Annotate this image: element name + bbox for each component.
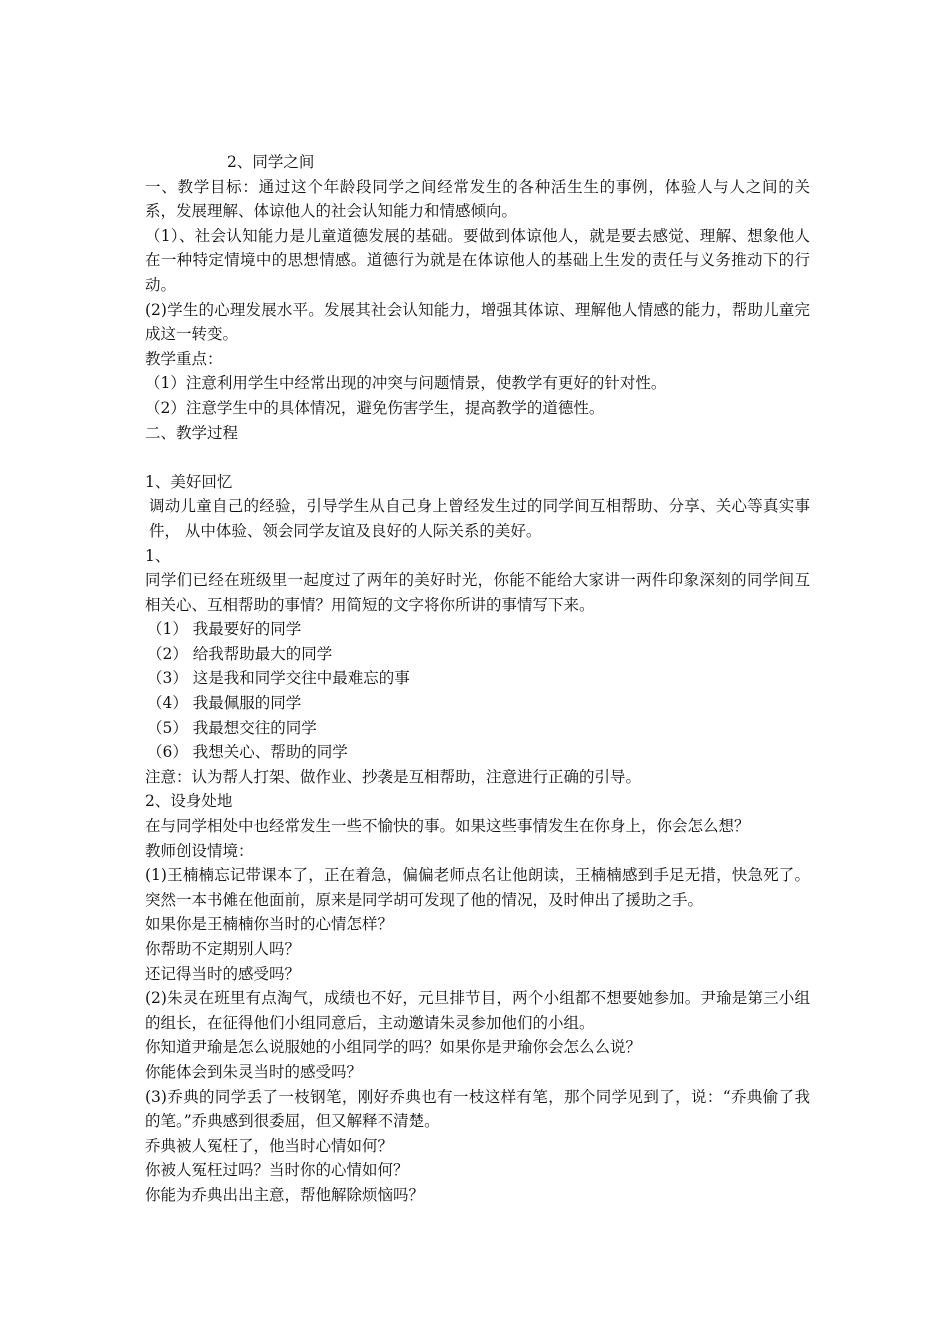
- case-2-text: (2)朱灵在班里有点淘气，成绩也不好，元旦排节目，两个小组都不想要她参加。尹瑜是第三小组的组长，在征得他们小组同意后，主动邀请朱灵参加他们的小组。: [145, 989, 810, 1032]
- focus-point-1: （1）注意利用学生中经常出现的冲突与问题情景，使教学有更好的针对性。: [145, 374, 667, 393]
- section1-intro: 调动儿童自己的经验，引导学生从自己身上曾经发生过的同学间互相帮助、分享、关心等真实事件， 从中体验、领会同学友谊及良好的人际关系的美好。: [149, 497, 810, 540]
- case-2-question: 你能体会到朱灵当时的感受吗？: [145, 1062, 363, 1081]
- list-item: （5） 我最想交往的同学: [147, 718, 317, 737]
- objective-paragraph: 一、教学目标：通过这个年龄段同学之间经常发生的各种活生生的事例，体验人与人之间的关系，发展理解、体谅他人的社会认知能力和情感倾向。: [145, 177, 810, 221]
- case-3-question: 乔典被人冤枉了，他当时心情如何？: [145, 1136, 394, 1155]
- list-item: （4） 我最佩服的同学: [147, 694, 302, 713]
- list-item: （3） 这是我和同学交往中最难忘的事: [147, 669, 410, 688]
- case-3-question: 你能为乔典出出主意，帮他解除烦恼吗？: [145, 1185, 425, 1204]
- case-3-question: 你被人冤枉过吗？当时你的心情如何？: [145, 1161, 409, 1180]
- objective-point-2: (2)学生的心理发展水平。发展其社会认知能力，增强其体谅、理解他人情感的能力，帮助儿童完成这一转变。: [145, 300, 810, 344]
- objective-point-1: （1）、社会认知能力是儿童道德发展的基础。要做到体谅他人，就是要去感觉、理解、想象他人在一种特定情境中的思想情感。道德行为就是在体谅他人的基础上生发的责任与义务推动下的行动。: [145, 226, 810, 294]
- case-1-question: 如果你是王楠楠你当时的心情怎样？: [145, 915, 394, 934]
- section1-question: 同学们已经在班级里一起度过了两年的美好时光，你能不能给大家讲一两件印象深刻的同学间互相关心、互相帮助的事情？用简短的文字将你所讲的事情写下来。: [145, 571, 810, 614]
- list-item: （6） 我想关心、帮助的同学: [147, 743, 348, 762]
- process-heading: 二、教学过程: [145, 423, 239, 442]
- case-1-text: (1)王楠楠忘记带课本了，正在着急，偏偏老师点名让他朗读，王楠楠感到手足无措，快急死了。突然一本书傩在他面前，原来是同学胡可发现了他的情况，及时伸出了援助之手。: [145, 866, 810, 909]
- case-1-question: 你帮助不定期别人吗？: [145, 940, 301, 958]
- focus-point-2: （2）注意学生中的具体情况，避免伤害学生，提高教学的道德性。: [145, 398, 605, 417]
- section2-heading: 2、设身处地: [145, 792, 233, 811]
- focus-heading: 教学重点：: [145, 349, 223, 368]
- case-2-question: 你知道尹瑜是怎么说服她的小组同学的吗？如果你是尹瑜你会怎么么说？: [145, 1038, 642, 1057]
- blank-line: [145, 445, 810, 470]
- case-1-question: 还记得当时的感受吗？: [145, 964, 301, 983]
- page-title: 2、同学之间: [227, 153, 315, 171]
- case-3-text: (3)乔典的同学丢了一枝钢笔，刚好乔典也有一枝这样有笔，那个同学见到了，说：“乔典偷了我的笔。”乔典感到很委屈，但又解释不清楚。: [145, 1087, 810, 1131]
- section2-intro: 在与同学相处中也经常发生一些不愉快的事。如果这些事情发生在你身上，你会怎么想？: [145, 817, 750, 836]
- note-text: 注意：认为帮人打架、做作业、抄袭是互相帮助，注意进行正确的引导。: [145, 767, 642, 786]
- section1-number: 1、: [145, 546, 171, 565]
- document-page: [145, 150, 810, 1208]
- list-item: （2） 给我帮助最大的同学: [147, 644, 333, 663]
- list-item: （1） 我最要好的同学: [147, 620, 302, 639]
- teacher-heading: 教师创设情境：: [145, 841, 254, 860]
- section1-heading: 1、美好回忆: [145, 472, 233, 491]
